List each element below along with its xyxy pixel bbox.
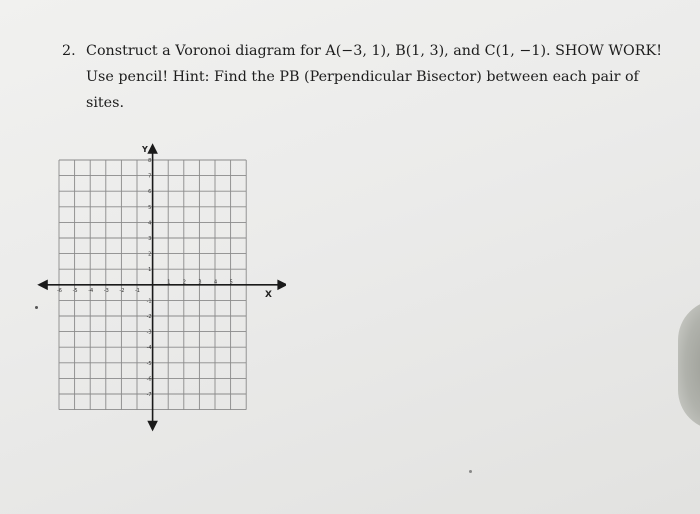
x-tick-label: -5 [72,287,78,294]
y-tick-label: -2 [146,314,152,320]
x-tick-label: 4 [214,279,218,286]
y-tick-label: 6 [148,189,152,196]
question-block [62,38,672,116]
x-tick-label: 5 [229,279,233,286]
y-tick-label: 3 [148,236,152,242]
x-tick-label: 1 [167,279,171,286]
y-tick-label: 4 [148,220,152,227]
y-tick-label: 1 [148,267,152,274]
x-tick-label: -2 [119,287,125,294]
thumb-shadow [678,300,700,430]
y-tick-label: 2 [148,251,152,258]
y-axis-label: Y [142,145,148,154]
y-tick-label: 8 [148,158,152,164]
y-tick-label: -5 [146,360,152,367]
x-axis-arrow-right [278,281,286,289]
y-tick-label: -1 [146,298,152,305]
y-tick-label: 7 [148,173,152,180]
stray-mark [469,470,472,473]
x-tick-label: 3 [198,279,202,286]
x-axis-label: X [265,290,272,300]
y-axis-arrow-up [149,145,157,153]
x-axis-arrow-left [39,281,47,289]
y-tick-label: -6 [146,376,152,383]
y-tick-label: -4 [146,345,152,352]
coordinate-grid [36,140,286,440]
x-tick-label: -6 [57,287,62,294]
stray-mark [35,306,38,309]
x-tick-label: -1 [135,287,140,294]
question-text: Construct a Voronoi diagram for A(−3, 1), B(1, 3), and C(1, −1). SHOW WORK! Use pencil! Hint: Find the PB (Perpendicular Bisector) between each pair of sites. [86,43,662,111]
y-tick-label: -7 [146,392,152,398]
question-number: 2. [62,43,76,59]
y-tick-label: 5 [148,204,152,211]
x-tick-label: -4 [88,287,94,294]
x-tick-label: 2 [182,279,186,286]
x-tick-label: -3 [103,287,109,294]
y-axis-arrow-down [149,422,157,430]
y-tick-label: -3 [146,329,152,336]
